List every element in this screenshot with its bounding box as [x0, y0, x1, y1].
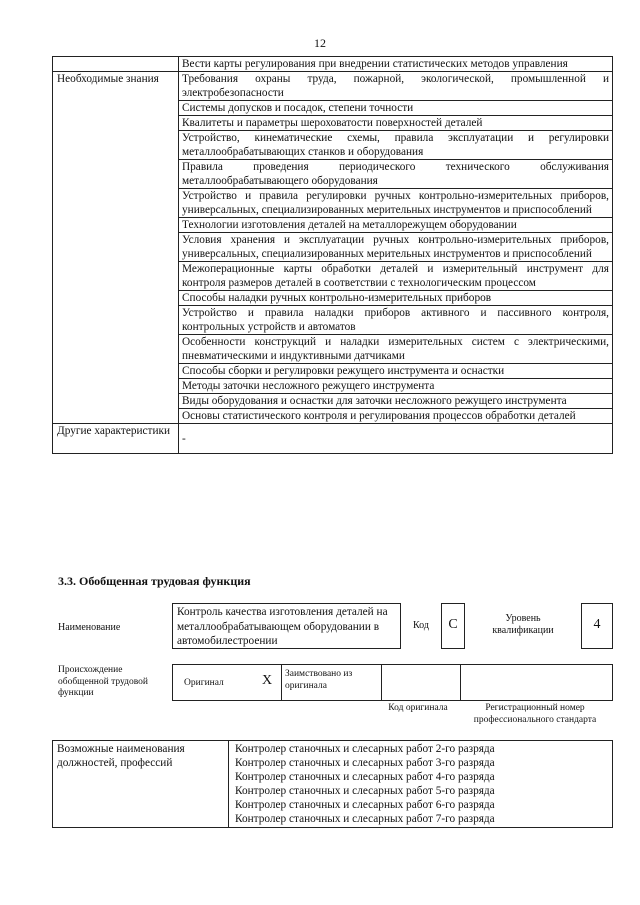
table-cell: Требования охраны труда, пожарной, экологической, промышленной и электробезопасности: [179, 72, 613, 101]
table-cell: Устройство, кинематические схемы, правила эксплуатации и регулировки металлообрабатывающих станков и оборудования: [179, 131, 613, 160]
borrowed-label: Заимствовано из оригинала: [285, 669, 353, 691]
list-item: Контролер станочных и слесарных работ 2-го разряда: [235, 743, 495, 755]
table-row: [53, 424, 613, 454]
code-original-caption: Код оригинала: [388, 703, 448, 713]
row-label: Необходимые знания: [53, 72, 179, 424]
original-mark: X: [262, 673, 273, 688]
origin-row: [172, 664, 613, 701]
list-item: Контролер станочных и слесарных работ 4-го разряда: [235, 771, 495, 783]
table-row: [53, 72, 613, 101]
knowledge-table: [52, 56, 613, 454]
gtf-code-value: C: [441, 603, 465, 649]
list-item: Контролер станочных и слесарных работ 7-го разряда: [235, 813, 495, 825]
page-number: 12: [314, 36, 326, 50]
level-label: Уровень квалификации: [492, 613, 554, 636]
positions-table: [52, 740, 613, 828]
table-cell: Способы сборки и регулировки режущего инструмента и оснастки: [179, 364, 613, 379]
list-item: Контролер станочных и слесарных работ 3-го разряда: [235, 757, 495, 769]
original-label: Оригинал: [184, 678, 224, 688]
table-cell: Системы допусков и посадок, степени точности: [179, 101, 613, 116]
gtf-level-value: 4: [581, 603, 613, 649]
table-cell: Устройство и правила наладки приборов активного и пассивного контроля, контрольных устройств и автоматов: [179, 306, 613, 335]
list-item: Контролер станочных и слесарных работ 5-го разряда: [235, 785, 495, 797]
code-label: Код: [413, 620, 429, 631]
positions-label: Возможные наименования должностей, профессий: [53, 741, 229, 828]
row-label: [53, 57, 179, 72]
table-cell: Технологии изготовления деталей на металлорежущем оборудовании: [179, 218, 613, 233]
row-label: Другие характеристики: [53, 424, 179, 454]
table-cell: Виды оборудования и оснастки для заточки несложного режущего инструмента: [179, 394, 613, 409]
origin-label: Происхождение обобщенной трудовой функции: [58, 665, 148, 698]
table-cell: Устройство и правила регулировки ручных контрольно-измерительных приборов, универсальных, специализированных мерительных инструментов и приспособлений: [179, 189, 613, 218]
table-cell: Межоперационные карты обработки деталей и измерительный инструмент для контроля размеров деталей в соответствии с технологическим процессом: [179, 262, 613, 291]
positions-list: [229, 741, 613, 828]
name-label: Наименование: [58, 622, 121, 633]
table-row: [53, 57, 613, 72]
table-cell: Квалитеты и параметры шероховатости поверхностей деталей: [179, 116, 613, 131]
list-item: Контролер станочных и слесарных работ 6-го разряда: [235, 799, 495, 811]
table-cell: Условия хранения и эксплуатации ручных контрольно-измерительных приборов, универсальных, специализированных мерительных инструментов и приспособлений: [179, 233, 613, 262]
table-cell: Правила проведения периодического технического обслуживания металлообрабатывающего оборудования: [179, 160, 613, 189]
table-cell: Вести карты регулирования при внедрении статистических методов управления: [179, 57, 613, 72]
table-cell: Основы статистического контроля и регулирования процессов обработки деталей: [179, 409, 613, 424]
reg-number-caption: Регистрационный номер профессионального стандарта: [473, 703, 597, 725]
section-title: 3.3. Обобщенная трудовая функция: [58, 574, 251, 588]
table-cell: Особенности конструкций и наладки измерительных систем с электрическими, пневматическими и индуктивными датчиками: [179, 335, 613, 364]
gtf-name-value: Контроль качества изготовления деталей на металлообрабатывающем оборудовании в автомобилестроении: [172, 603, 401, 649]
table-cell: -: [179, 424, 613, 454]
table-cell: Способы наладки ручных контрольно-измерительных приборов: [179, 291, 613, 306]
table-cell: Методы заточки несложного режущего инструмента: [179, 379, 613, 394]
